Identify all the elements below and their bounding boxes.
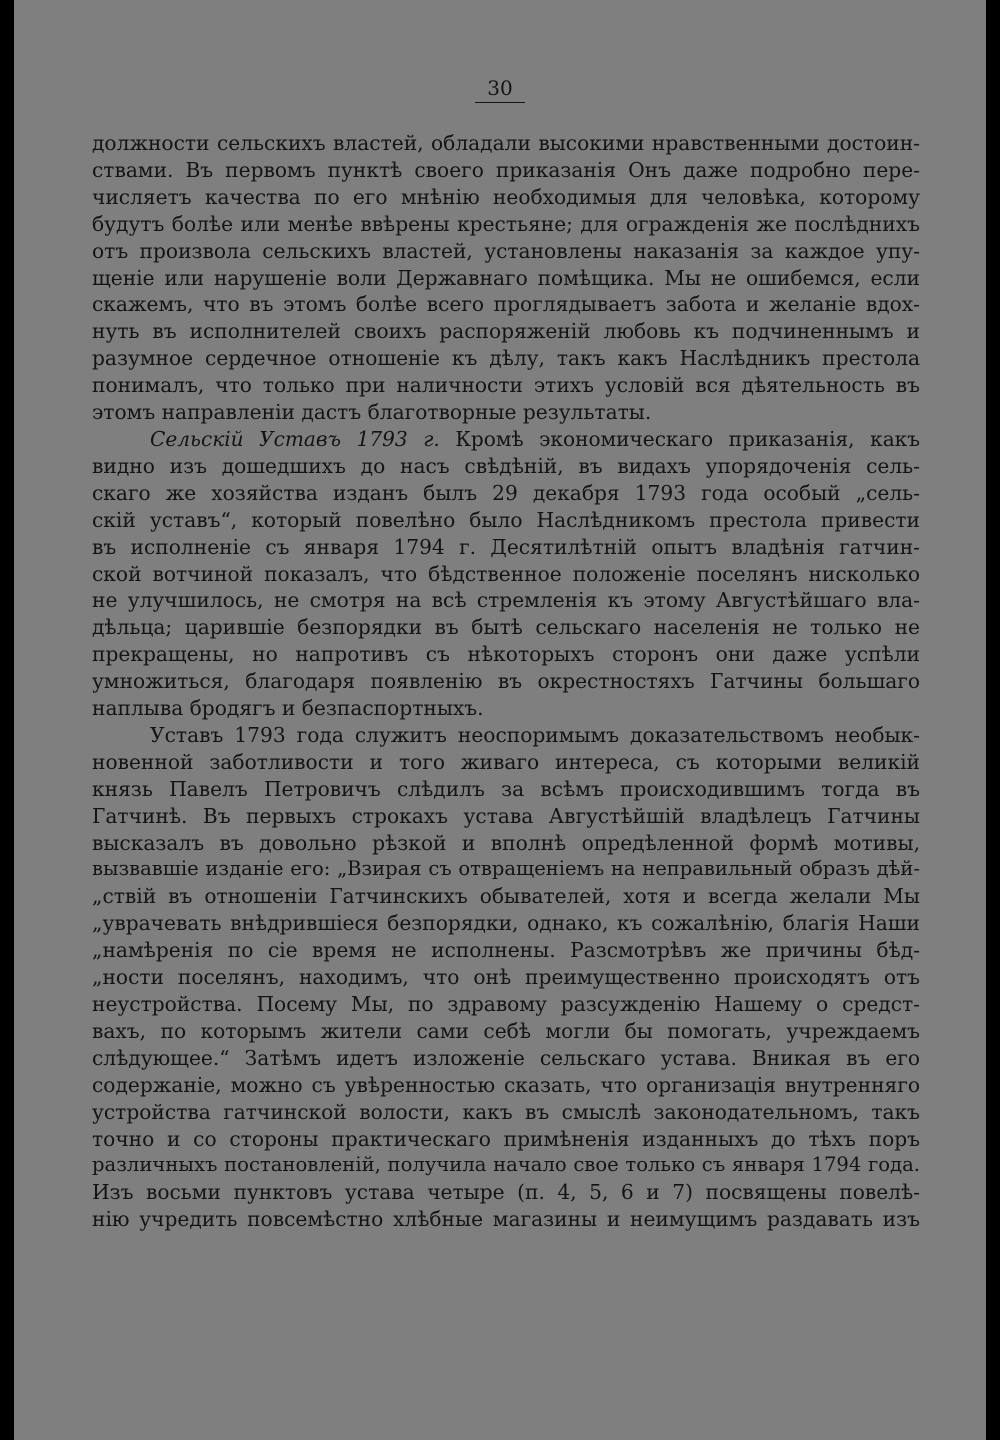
text-line	[92, 830, 920, 857]
text-line	[92, 318, 920, 345]
text-line	[92, 668, 920, 695]
line-text: нуть въ исполнителей своихъ распоряженій любовь къ подчиненнымъ и	[92, 319, 920, 344]
text-line	[92, 910, 920, 937]
line-text: точно и со стороны практическаго примѣненія изданныхъ до тѣхъ поръ	[92, 1126, 920, 1151]
line-text: умножиться, благодаря появленію въ окрестностяхъ Гатчины большаго	[92, 669, 920, 694]
text-line	[92, 883, 920, 910]
line-text: понималъ, что только при наличности этихъ условій вся дѣятельность въ	[92, 373, 920, 398]
line-text: не улучшилось, не смотря на всѣ стремленія къ этому Августѣйшаго вла-	[92, 588, 920, 613]
line-text: щеніе или нарушеніе воли Державнаго помѣщика. Мы не ошибемся, если	[92, 265, 920, 290]
line-text: наплыва бродягъ и безпаспортныхъ.	[92, 696, 484, 721]
line-text: въ исполненіе съ января 1794 г. Десятилѣтній опытъ владѣнія гатчин-	[92, 534, 920, 559]
text-line	[92, 964, 920, 991]
line-text: нію учредить повсемѣстно хлѣбные магазины и неимущимъ раздавать изъ	[92, 1207, 920, 1232]
text-line	[92, 399, 920, 426]
line-text: скаго же хозяйства изданъ былъ 29 декабря 1793 года особый „сель-	[92, 480, 920, 505]
text-line	[92, 453, 920, 480]
text-line	[92, 130, 920, 157]
line-text: вызвавшіе изданіе его: „Взирая съ отвращеніемъ на неправильный образъ дѣй-	[92, 857, 920, 881]
text-line	[92, 587, 920, 614]
text-line	[92, 1126, 920, 1153]
text-line	[92, 803, 920, 830]
text-line	[92, 534, 920, 561]
line-text: неустройства. Посему Мы, по здравому разсужденію Нашему о средст-	[92, 992, 920, 1016]
text-line	[92, 291, 920, 318]
text-line	[92, 1099, 920, 1126]
text-line	[92, 1072, 920, 1099]
scanned-page	[14, 0, 986, 1440]
line-text: „уврачевать внѣдрившіеся безпорядки, однако, къ сожалѣнію, благія Наши	[92, 911, 920, 936]
line-text: этомъ направленіи дастъ благотворные результаты.	[92, 400, 652, 425]
line-text: разумное сердечное отношеніе къ дѣлу, такъ какъ Наслѣдникъ престола	[92, 346, 920, 371]
text-line	[92, 722, 920, 749]
line-text: видно изъ дошедшихъ до насъ свѣдѣній, въ видахъ упорядоченія сель-	[92, 453, 920, 478]
line-text: отъ произвола сельскихъ властей, установлены наказанія за каждое упу-	[92, 238, 920, 263]
line-text: „ности поселянъ, находимъ, что онѣ преимущественно происходятъ отъ	[92, 965, 920, 990]
line-text: князь Павелъ Петровичъ слѣдилъ за всѣмъ происходившимъ тогда въ	[92, 776, 920, 801]
line-text: различныхъ постановленій, получила начало свое только съ января 1794 года.	[92, 1153, 920, 1177]
section-heading: Сельскій Уставъ 1793 г.	[150, 426, 440, 451]
text-line	[92, 211, 920, 238]
line-text: устройства гатчинской волости, какъ въ смыслѣ законодательномъ, такъ	[92, 1099, 920, 1124]
text-line	[92, 1206, 920, 1233]
line-text: содержаніе, можно съ увѣренностью сказать, что организація внутренняго	[92, 1072, 920, 1097]
line-text: дѣльца; царившіе безпорядки въ бытѣ сельскаго населенія не только не	[92, 615, 920, 640]
text-line	[92, 1152, 920, 1179]
body-text	[92, 130, 920, 1233]
text-line	[92, 1179, 920, 1206]
line-text: Гатчинѣ. Въ первыхъ строкахъ устава Августѣйшій владѣлецъ Гатчины	[92, 803, 920, 828]
page-number: 30	[14, 76, 986, 103]
text-line	[92, 749, 920, 776]
text-line	[92, 937, 920, 964]
text-line	[92, 426, 920, 453]
text-line	[92, 184, 920, 211]
line-text: скій уставъ“, который повелѣно было Наслѣдникомъ престола привести	[92, 507, 920, 532]
line-text: высказалъ въ довольно рѣзкой и вполнѣ опредѣленной формѣ мотивы,	[92, 830, 920, 855]
line-text: скажемъ, что въ этомъ болѣе всего проглядываетъ забота и желаніе вдох-	[92, 292, 920, 317]
text-line	[92, 507, 920, 534]
line-text: должности сельскихъ властей, обладали высокими нравственными достоин-	[92, 131, 920, 155]
line-text: прекращены, но напротивъ съ нѣкоторыхъ сторонъ они даже успѣли	[92, 642, 920, 667]
text-line	[92, 695, 920, 722]
text-line	[92, 480, 920, 507]
text-line	[92, 157, 920, 184]
text-line	[92, 1018, 920, 1045]
line-text: будутъ болѣе или менѣе ввѣрены крестьяне; для огражденія же послѣднихъ	[92, 211, 920, 236]
text-line	[92, 614, 920, 641]
text-line	[92, 265, 920, 292]
text-line	[92, 561, 920, 588]
text-line	[92, 776, 920, 803]
line-text: Кромѣ экономическаго приказанія, какъ	[439, 426, 920, 451]
line-text: вахъ, по которымъ жители сами себѣ могли бы помогать, учреждаемъ	[92, 1018, 920, 1043]
text-line	[92, 372, 920, 399]
text-line	[92, 1045, 920, 1072]
text-line	[92, 991, 920, 1018]
text-line	[92, 345, 920, 372]
line-text: „намѣренія по сіе время не исполнены. Разсмотрѣвъ же причины бѣд-	[92, 938, 920, 963]
line-text: Изъ восьми пунктовъ устава четыре (п. 4, 5, 6 и 7) посвящены повелѣ-	[92, 1180, 920, 1205]
line-text: Уставъ 1793 года служитъ неоспоримымъ доказательствомъ необык-	[150, 722, 920, 747]
text-line	[92, 238, 920, 265]
text-line	[92, 641, 920, 668]
line-text: ской вотчиной показалъ, что бѣдственное положеніе поселянъ нисколько	[92, 561, 920, 586]
line-text: новенной заботливости и того живаго интереса, съ которыми великій	[92, 749, 920, 774]
line-text: „ствій въ отношеніи Гатчинскихъ обывателей, хотя и всегда желали Мы	[92, 884, 920, 909]
line-text: числяетъ качества по его мнѣнію необходимыя для человѣка, которому	[92, 184, 920, 209]
line-text: ствами. Въ первомъ пунктѣ своего приказанія Онъ даже подробно пере-	[92, 157, 920, 182]
line-text: слѣдующее.“ Затѣмъ идетъ изложеніе сельскаго устава. Вникая въ его	[92, 1045, 920, 1070]
text-line	[92, 856, 920, 883]
